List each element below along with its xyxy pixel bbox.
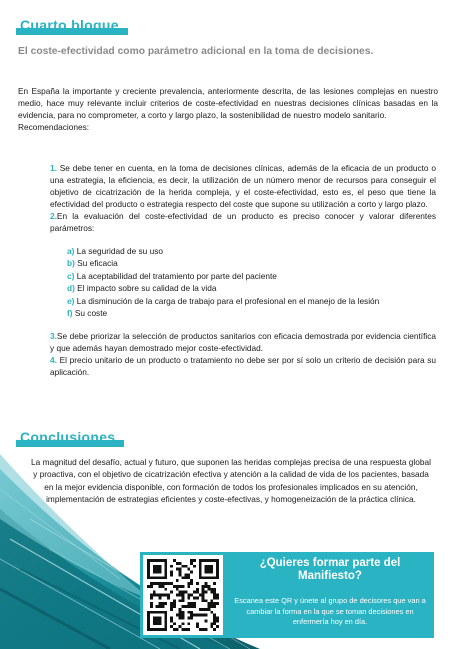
parameter-text: El impacto sobre su calidad de la vida <box>77 283 217 294</box>
section-heading-text: Cuarto bloque <box>20 17 119 33</box>
section-heading-conclusiones <box>16 428 121 446</box>
parameter-text: La aceptabilidad del tratamiento por parte del paciente <box>76 270 277 281</box>
parameter-text: Su eficacia <box>77 258 118 269</box>
parameter-letter: a) <box>67 246 75 256</box>
rec-text: El precio unitario de un producto o tratamiento no debe ser por sí solo un criterio de decisión para su aplicación. <box>50 355 436 378</box>
rec-number: 1. <box>50 163 57 173</box>
parameter-letter: c) <box>67 270 75 281</box>
parameter-letter: d) <box>67 283 75 294</box>
qr-code-graphic <box>147 559 219 631</box>
parameter-item <box>67 307 436 319</box>
parameter-item <box>67 245 436 257</box>
rec-text: En la evaluación del coste-efectividad de un producto es preciso conocer y valorar diferentes parámetros: <box>50 211 436 233</box>
parameter-letter: b) <box>67 258 75 269</box>
recommendation-3 <box>50 330 436 354</box>
rec-text: Se debe tener en cuenta, en la toma de decisiones clínicas, además de la eficacia de un producto o una estrategia, la eficiencia, es decir, la utilización de un número menor de recursos para conseguir el objetivo de cicatrización de la herida compleja, y el coste-efectividad, esto es, el peso que tiene la efectividad del producto o estrategia respecto del coste que supone su utilización a corto y largo plazo. <box>50 163 436 209</box>
parameter-letter: e) <box>67 295 75 306</box>
recommendations-list <box>50 162 436 378</box>
recommendations-label: Recomendaciones: <box>18 122 90 133</box>
intro-paragraph <box>18 85 438 133</box>
parameter-item <box>67 257 436 269</box>
parameter-text: Su coste <box>74 308 108 319</box>
qr-cta-card <box>140 552 434 638</box>
rec-number: 2. <box>50 211 57 221</box>
section-heading-cuarto-bloque <box>16 16 125 34</box>
recommendation-2 <box>50 210 436 234</box>
recommendation-4 <box>50 354 436 378</box>
parameter-text: La seguridad de su uso <box>76 246 163 256</box>
rec-number: 3. <box>50 331 57 342</box>
cta-title: ¿Quieres formar parte del Manifiesto? <box>259 557 401 582</box>
intro-text: En España la importante y creciente prevalencia, anteriormente descrita, de las lesiones complejas en nuestro medio, hace muy relevante incluir criterios de coste-efectividad en nuestras decisiones clínicas basadas en la evidencia, para no comprometer, a corto y largo plazo, la sostenibilidad de nuestro modelo sanitario. <box>18 86 438 121</box>
conclusion-paragraph: La magnitud del desafío, actual y futuro, que suponen las heridas complejas precisa de una respuesta global y proactiva, con el objetivo de cicatrización efectiva y atención a la calidad de vida de los pacientes, basada en la mejor evidencia disponible, con formación de todos los profesionales implicados en su atención, implementación de estrategias eficientes y coste-efectivas, y homogeneización de la práctica clínica. <box>31 457 431 504</box>
qr-code-icon[interactable] <box>143 555 223 635</box>
parameter-item <box>67 270 436 282</box>
parameter-item <box>67 295 436 307</box>
rec-number: 4. <box>50 355 57 366</box>
cta-body: Escanea este QR y únete al grupo de decisores que van a cambiar la forma en la que se toman decisiones en enfermería hoy en día. <box>234 596 426 627</box>
parameters-list <box>67 245 436 319</box>
rec-text: Se debe priorizar la selección de productos sanitarios con eficacia demostrada por evidencia científica y que además hayan demostrado mejor coste-efectividad. <box>50 331 436 354</box>
recommendation-1 <box>50 162 436 210</box>
parameter-text: La disminución de la carga de trabajo para el profesional en el manejo de la lesión <box>76 295 380 306</box>
section-heading-text: Conclusiones <box>20 429 116 445</box>
parameter-letter: f) <box>67 308 73 319</box>
section-subtitle: El coste-efectividad como parámetro adicional en la toma de decisiones. <box>18 46 374 57</box>
parameter-item <box>67 282 436 294</box>
